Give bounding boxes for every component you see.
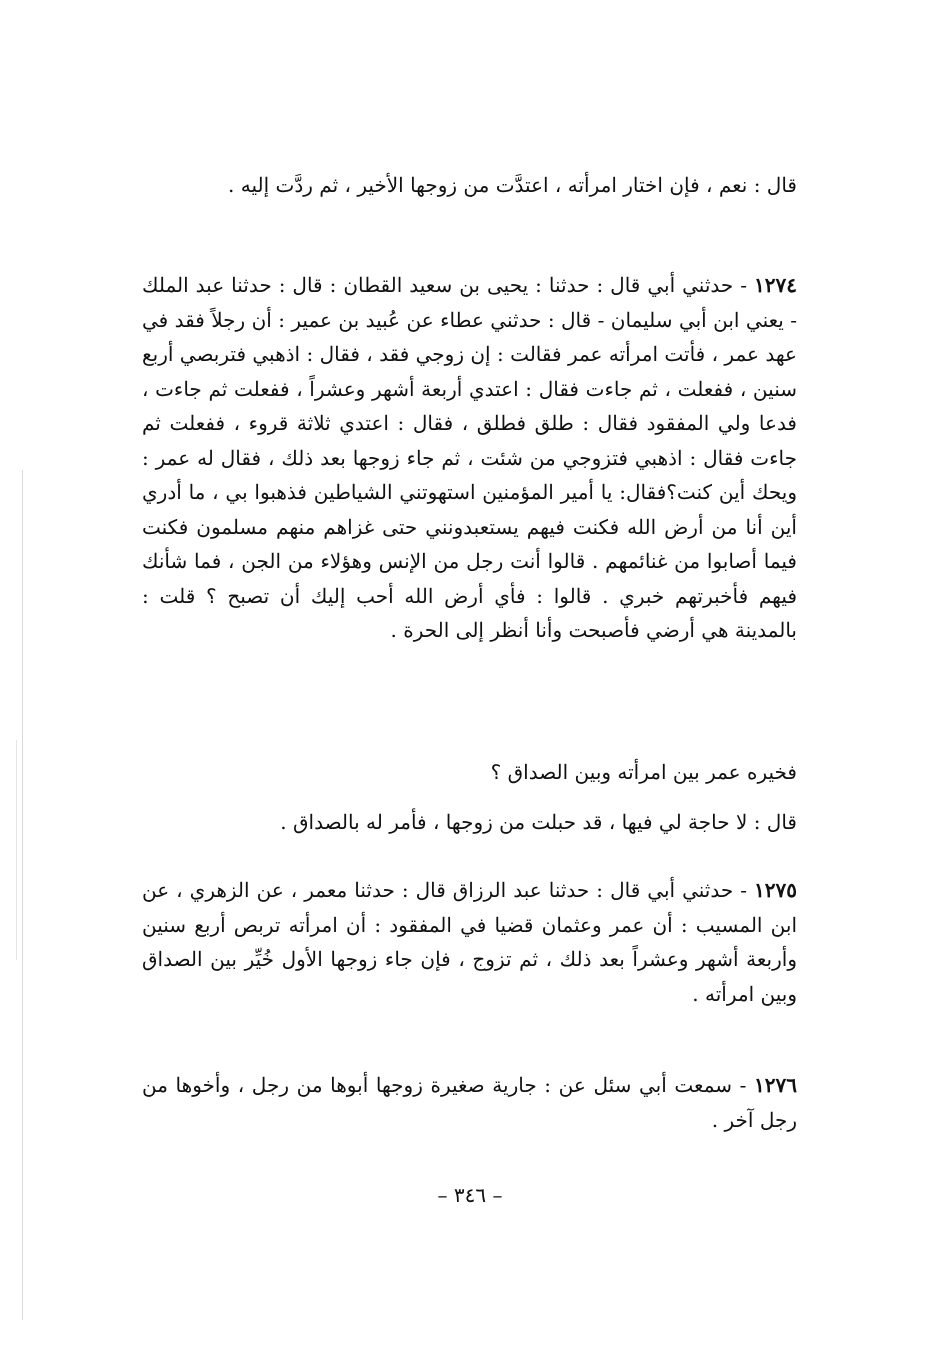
paragraph-1276 bbox=[142, 1068, 797, 1137]
scan-margin-line bbox=[22, 470, 23, 1320]
paragraph-text: فخيره عمر بين امرأته وبين الصداق ؟ bbox=[490, 760, 797, 784]
hadith-number: ١٢٧٥ bbox=[754, 878, 797, 902]
paragraph-1274 bbox=[142, 268, 797, 648]
page-number: – ٣٤٦ – bbox=[437, 1183, 503, 1207]
paragraph-text: - حدثني أبي قال : حدثنا : يحيى بن سعيد القطان : قال : حدثنا عبد الملك - يعني ابن أبي سليمان - قال : حدثني عطاء عن عُبيد بن عمير : أن رجلاً فقد في عهد عمر ، فأتت امرأته عمر فقالت : إن زوجي فقد ، فقال : اذهبي فتربصي أربع سنين ، ففعلت ، ثم جاءت فقال : اعتدي أربعة أشهر وعشراً ، ففعلت ثم جاءت ، فدعا ولي المفقود فقال : طلق فطلق ، فقال : اعتدي ثلاثة قروء ، ففعلت ثم جاءت فقال : اذهبي فتزوجي من شئت ، ثم جاء زوجها بعد ذلك ، فقال له عمر : ويحك أين كنت؟فقال: يا أمير المؤمنين استهوتني الشياطين فذهبوا بي ، ما أدري أين أنا من أرض الله فكنت فيهم يستعبدونني حتى غزاهم منهم مسلمون فكنت فيما أصابوا من غنائمهم . قالوا أنت رجل من الإنس وهؤلاء من الجن ، فما شأنك فيهم فأخبرتهم خبري . قالوا : فأي أرض الله أحب إليك أن تصبح ؟ قلت : بالمدينة هي أرضي فأصبحت وأنا أنظر إلى الحرة . bbox=[142, 273, 797, 642]
paragraph-text: قال : نعم ، فإن اختار امرأته ، اعتدَّت من زوجها الأخير ، ثم ردَّت إليه . bbox=[228, 173, 797, 197]
paragraph-text: - حدثني أبي قال : حدثنا عبد الرزاق قال : حدثنا معمر ، عن الزهري ، عن ابن المسيب : أن عمر وعثمان قضيا في المفقود : أن امرأته تربص أربع سنين وأربعة أشهر وعشراً بعد ذلك ، ثم تزوج ، فإن جاء زوجها الأول خُيِّر بين الصداق وبين امرأته . bbox=[142, 878, 797, 1006]
paragraph-answer bbox=[142, 805, 797, 840]
paragraph-text: - سمعت أبي سئل عن : جارية صغيرة زوجها أبوها من رجل ، وأخوها من رجل آخر . bbox=[142, 1073, 797, 1132]
paragraph-question bbox=[142, 755, 797, 790]
paragraph-continuation bbox=[142, 168, 797, 203]
paragraph-text: قال : لا حاجة لي فيها ، قد حبلت من زوجها ، فأمر له بالصداق . bbox=[280, 810, 797, 834]
scan-margin-line bbox=[16, 740, 17, 960]
hadith-number: ١٢٧٦ bbox=[754, 1073, 797, 1097]
paragraph-1275 bbox=[142, 873, 797, 1011]
hadith-number: ١٢٧٤ bbox=[754, 273, 797, 297]
